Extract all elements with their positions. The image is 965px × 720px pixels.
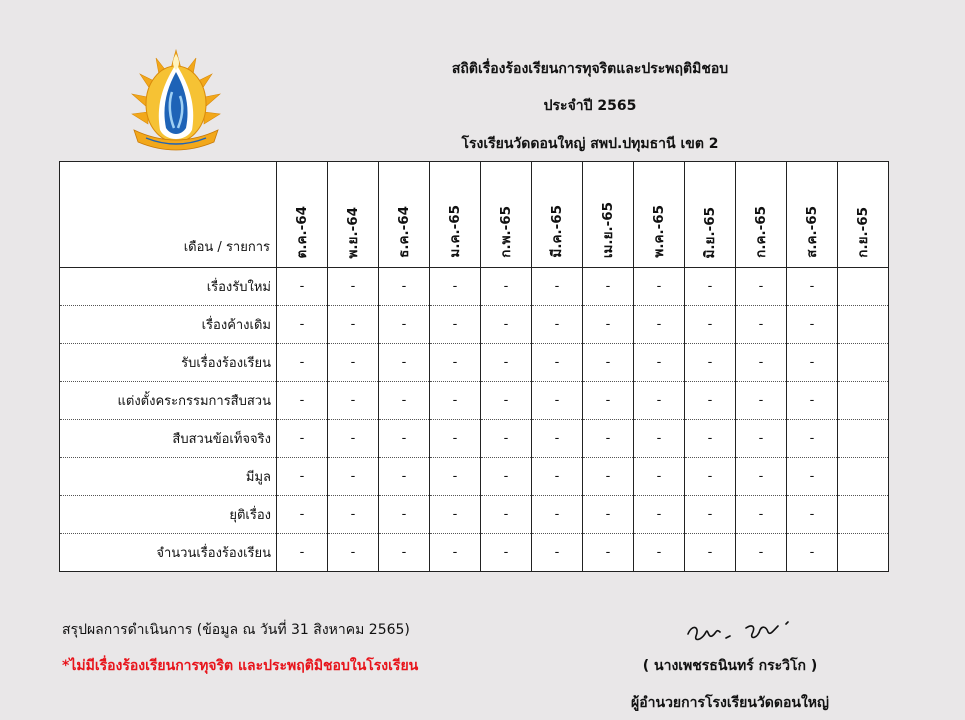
month-header: มิ.ย.-65 [685, 162, 736, 268]
table-cell: - [736, 268, 787, 306]
table-cell: - [787, 458, 838, 496]
table-cell: - [277, 458, 328, 496]
month-header: พ.ย.-64 [328, 162, 379, 268]
table-header-row [60, 162, 889, 268]
school-emblem-logo [126, 46, 226, 156]
summary-text: สรุปผลการดำเนินการ (ข้อมูล ณ วันที่ 31 สิงหาคม 2565) [62, 622, 410, 638]
table-cell: - [532, 420, 583, 458]
year-subtitle: ประจำปี 2565 [543, 98, 637, 114]
table-cell: - [430, 496, 481, 534]
table-cell: - [430, 420, 481, 458]
table-cell: - [736, 382, 787, 420]
table-cell: - [328, 382, 379, 420]
table-row [60, 496, 889, 534]
table-cell: - [481, 458, 532, 496]
table-cell: - [379, 420, 430, 458]
table-cell: - [481, 382, 532, 420]
table-cell: - [277, 382, 328, 420]
month-header: ก.พ.-65 [481, 162, 532, 268]
table-cell: - [277, 534, 328, 572]
table-cell: - [379, 268, 430, 306]
signer-position: ผู้อำนวยการโรงเรียนวัดดอนใหญ่ [631, 695, 829, 711]
table-cell: - [481, 496, 532, 534]
table-cell: - [787, 382, 838, 420]
table-cell: - [583, 420, 634, 458]
row-label: เรื่องรับใหม่ [60, 268, 277, 306]
signer-name: ( นางเพชรธนินทร์ กระวิโก ) [642, 658, 818, 674]
table-cell: - [736, 496, 787, 534]
table-cell: - [328, 534, 379, 572]
table-cell: - [736, 420, 787, 458]
month-header: พ.ค.-65 [634, 162, 685, 268]
table-cell: - [532, 306, 583, 344]
table-cell: - [736, 534, 787, 572]
table-cell: - [277, 496, 328, 534]
table-row [60, 458, 889, 496]
row-label: รับเรื่องร้องเรียน [60, 344, 277, 382]
table-cell: - [634, 344, 685, 382]
table-cell: - [787, 268, 838, 306]
table-cell: - [685, 306, 736, 344]
table-cell [838, 382, 889, 420]
no-complaints-note: *ไม่มีเรื่องร้องเรียนการทุจริต และประพฤติมิชอบในโรงเรียน [62, 658, 419, 674]
table-cell: - [634, 534, 685, 572]
table-cell: - [583, 344, 634, 382]
table-cell: - [277, 344, 328, 382]
table-cell: - [634, 458, 685, 496]
table-cell: - [379, 382, 430, 420]
month-header: ก.ค.-65 [736, 162, 787, 268]
table-cell: - [634, 268, 685, 306]
table-cell: - [481, 306, 532, 344]
table-cell [838, 268, 889, 306]
table-cell: - [379, 306, 430, 344]
corner-header: เดือน / รายการ [60, 162, 277, 268]
table-cell [838, 458, 889, 496]
table-cell: - [379, 534, 430, 572]
table-cell: - [685, 268, 736, 306]
table-cell: - [685, 496, 736, 534]
row-label: จำนวนเรื่องร้องเรียน [60, 534, 277, 572]
school-subtitle: โรงเรียนวัดดอนใหญ่ สพป.ปทุมธานี เขต 2 [461, 136, 719, 152]
table-cell: - [328, 420, 379, 458]
table-cell: - [583, 268, 634, 306]
table-cell: - [532, 496, 583, 534]
row-label: ยุติเรื่อง [60, 496, 277, 534]
table-row [60, 306, 889, 344]
row-label: มีมูล [60, 458, 277, 496]
table-cell: - [328, 306, 379, 344]
complaint-statistics-table [59, 161, 889, 572]
table-cell: - [583, 306, 634, 344]
table-cell: - [685, 344, 736, 382]
table-cell: - [328, 268, 379, 306]
row-label: เรื่องค้างเดิม [60, 306, 277, 344]
row-label: สืบสวนข้อเท็จจริง [60, 420, 277, 458]
table-row [60, 534, 889, 572]
month-header: ธ.ค.-64 [379, 162, 430, 268]
table-cell [838, 496, 889, 534]
table-cell: - [430, 458, 481, 496]
table-cell: - [685, 382, 736, 420]
table-row [60, 420, 889, 458]
table-cell: - [787, 344, 838, 382]
month-header: ก.ย.-65 [838, 162, 889, 268]
table-row [60, 344, 889, 382]
table-cell: - [583, 382, 634, 420]
table-cell: - [430, 268, 481, 306]
table-cell: - [634, 306, 685, 344]
table-row [60, 382, 889, 420]
table-cell: - [685, 458, 736, 496]
table-cell [838, 306, 889, 344]
month-header: ต.ค.-64 [277, 162, 328, 268]
table-body [60, 268, 889, 572]
page-title: สถิติเรื่องร้องเรียนการทุจริตและประพฤติมิชอบ [451, 61, 729, 77]
month-header: มี.ค.-65 [532, 162, 583, 268]
table-cell: - [736, 458, 787, 496]
table-cell: - [583, 496, 634, 534]
table-cell: - [583, 534, 634, 572]
table-cell: - [685, 420, 736, 458]
director-signature [682, 614, 802, 648]
table-cell: - [430, 344, 481, 382]
table-cell: - [277, 306, 328, 344]
table-cell: - [787, 306, 838, 344]
table-cell: - [634, 420, 685, 458]
table-cell: - [328, 496, 379, 534]
table-cell: - [736, 306, 787, 344]
month-header: เม.ย.-65 [583, 162, 634, 268]
table-cell: - [583, 458, 634, 496]
table-cell: - [328, 458, 379, 496]
table-cell: - [532, 344, 583, 382]
table-cell: - [787, 420, 838, 458]
table-cell: - [481, 420, 532, 458]
table-cell: - [481, 534, 532, 572]
table-cell: - [277, 420, 328, 458]
table-cell: - [787, 496, 838, 534]
table-cell: - [532, 382, 583, 420]
table-cell: - [277, 268, 328, 306]
table-cell: - [481, 268, 532, 306]
table-cell: - [379, 344, 430, 382]
table-cell: - [328, 344, 379, 382]
table-cell [838, 420, 889, 458]
table-cell: - [634, 382, 685, 420]
table-cell: - [430, 382, 481, 420]
table-cell: - [430, 306, 481, 344]
month-header: ม.ค.-65 [430, 162, 481, 268]
table-cell: - [736, 344, 787, 382]
table-cell: - [787, 534, 838, 572]
table-cell [838, 344, 889, 382]
table-cell [838, 534, 889, 572]
table-cell: - [379, 496, 430, 534]
table-cell: - [685, 534, 736, 572]
table-cell: - [379, 458, 430, 496]
table-row [60, 268, 889, 306]
row-label: แต่งตั้งคระกรรมการสืบสวน [60, 382, 277, 420]
table-cell: - [532, 458, 583, 496]
table-cell: - [481, 344, 532, 382]
table-cell: - [430, 534, 481, 572]
table-cell: - [532, 534, 583, 572]
table-cell: - [532, 268, 583, 306]
table-cell: - [634, 496, 685, 534]
month-header: ส.ค.-65 [787, 162, 838, 268]
